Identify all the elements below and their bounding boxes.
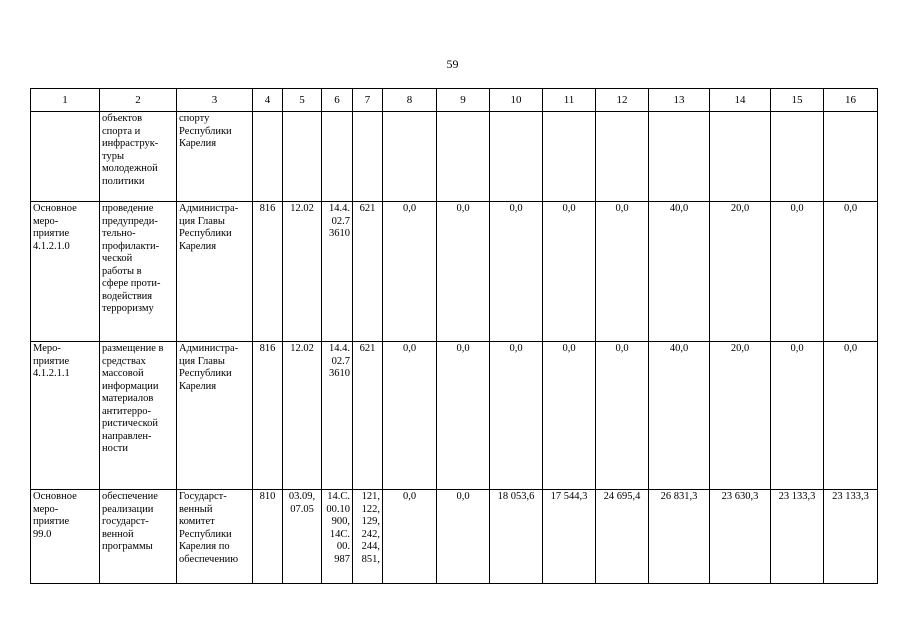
cell-value <box>649 112 710 202</box>
cell-value: 0,0 <box>824 202 878 342</box>
column-header: 11 <box>543 89 596 112</box>
table-row <box>31 202 878 342</box>
cell-csr: 14.4. 02.7 3610 <box>322 202 353 342</box>
cell-executor: Администра- ция Главы Республики Карелия <box>177 202 253 342</box>
cell-value: 24 695,4 <box>596 490 649 584</box>
cell-event-name: размещение в средствах массовой информации материалов антитерро- ристической направлен- ности <box>100 342 177 490</box>
column-header: 13 <box>649 89 710 112</box>
header-row <box>31 89 878 112</box>
cell-event-name: проведение предупреди- тельно- профилакти- ческой работы в сфере проти- водействия терроризму <box>100 202 177 342</box>
cell-event-code: Меро- приятие 4.1.2.1.1 <box>31 342 100 490</box>
cell-value: 0,0 <box>543 342 596 490</box>
cell-value: 0,0 <box>596 342 649 490</box>
cell-value: 0,0 <box>771 202 824 342</box>
cell-value: 0,0 <box>824 342 878 490</box>
cell-value: 40,0 <box>649 342 710 490</box>
cell-vr: 621 <box>353 342 383 490</box>
cell-value <box>596 112 649 202</box>
cell-csr: 14.4. 02.7 3610 <box>322 342 353 490</box>
cell-event-name: объектов спорта и инфраструк- туры молодежной политики <box>100 112 177 202</box>
column-header: 3 <box>177 89 253 112</box>
cell-value: 23 630,3 <box>710 490 771 584</box>
column-header: 1 <box>31 89 100 112</box>
cell-rzpr: 12.02 <box>283 342 322 490</box>
cell-value: 0,0 <box>437 490 490 584</box>
cell-executor: спорту Республики Карелия <box>177 112 253 202</box>
cell-value <box>490 112 543 202</box>
cell-value: 0,0 <box>383 490 437 584</box>
cell-value <box>771 112 824 202</box>
cell-value: 20,0 <box>710 202 771 342</box>
cell-value: 0,0 <box>490 342 543 490</box>
cell-grbs: 816 <box>253 342 283 490</box>
cell-grbs: 810 <box>253 490 283 584</box>
column-header: 6 <box>322 89 353 112</box>
cell-value: 17 544,3 <box>543 490 596 584</box>
cell-grbs: 816 <box>253 202 283 342</box>
cell-value: 0,0 <box>543 202 596 342</box>
cell-value: 0,0 <box>437 342 490 490</box>
cell-event-code: Основное меро- приятие 4.1.2.1.0 <box>31 202 100 342</box>
cell-value: 23 133,3 <box>824 490 878 584</box>
page-number: 59 <box>446 57 459 71</box>
cell-value: 0,0 <box>383 342 437 490</box>
cell-event-code: Основное меро- приятие 99.0 <box>31 490 100 584</box>
cell-value: 0,0 <box>490 202 543 342</box>
cell-executor: Государст- венный комитет Республики Карелия по обеспечению <box>177 490 253 584</box>
cell-value <box>543 112 596 202</box>
column-header: 9 <box>437 89 490 112</box>
cell-value: 18 053,6 <box>490 490 543 584</box>
column-header: 2 <box>100 89 177 112</box>
cell-vr: 121, 122, 129, 242, 244, 851, <box>353 490 383 584</box>
column-header: 16 <box>824 89 878 112</box>
cell-csr: 14.С. 00.10 900, 14С. 00. 987 <box>322 490 353 584</box>
cell-value: 0,0 <box>596 202 649 342</box>
column-header: 14 <box>710 89 771 112</box>
cell-value: 40,0 <box>649 202 710 342</box>
column-header: 4 <box>253 89 283 112</box>
cell-value: 20,0 <box>710 342 771 490</box>
cell-event-code <box>31 112 100 202</box>
column-header: 8 <box>383 89 437 112</box>
cell-csr <box>322 112 353 202</box>
cell-value <box>824 112 878 202</box>
cell-vr <box>353 112 383 202</box>
cell-rzpr <box>283 112 322 202</box>
column-header: 5 <box>283 89 322 112</box>
cell-event-name: обеспечение реализации государст- венной программы <box>100 490 177 584</box>
table-row <box>31 490 878 584</box>
budget-table <box>30 88 878 584</box>
column-header: 15 <box>771 89 824 112</box>
cell-value <box>710 112 771 202</box>
column-header: 12 <box>596 89 649 112</box>
column-header: 7 <box>353 89 383 112</box>
cell-value: 23 133,3 <box>771 490 824 584</box>
table-row <box>31 342 878 490</box>
cell-value: 0,0 <box>771 342 824 490</box>
column-header: 10 <box>490 89 543 112</box>
cell-rzpr: 12.02 <box>283 202 322 342</box>
cell-executor: Администра- ция Главы Республики Карелия <box>177 342 253 490</box>
cell-value: 0,0 <box>383 202 437 342</box>
table-row <box>31 112 878 202</box>
cell-value <box>437 112 490 202</box>
cell-value <box>383 112 437 202</box>
cell-vr: 621 <box>353 202 383 342</box>
cell-value: 0,0 <box>437 202 490 342</box>
cell-rzpr: 03.09, 07.05 <box>283 490 322 584</box>
cell-grbs <box>253 112 283 202</box>
cell-value: 26 831,3 <box>649 490 710 584</box>
